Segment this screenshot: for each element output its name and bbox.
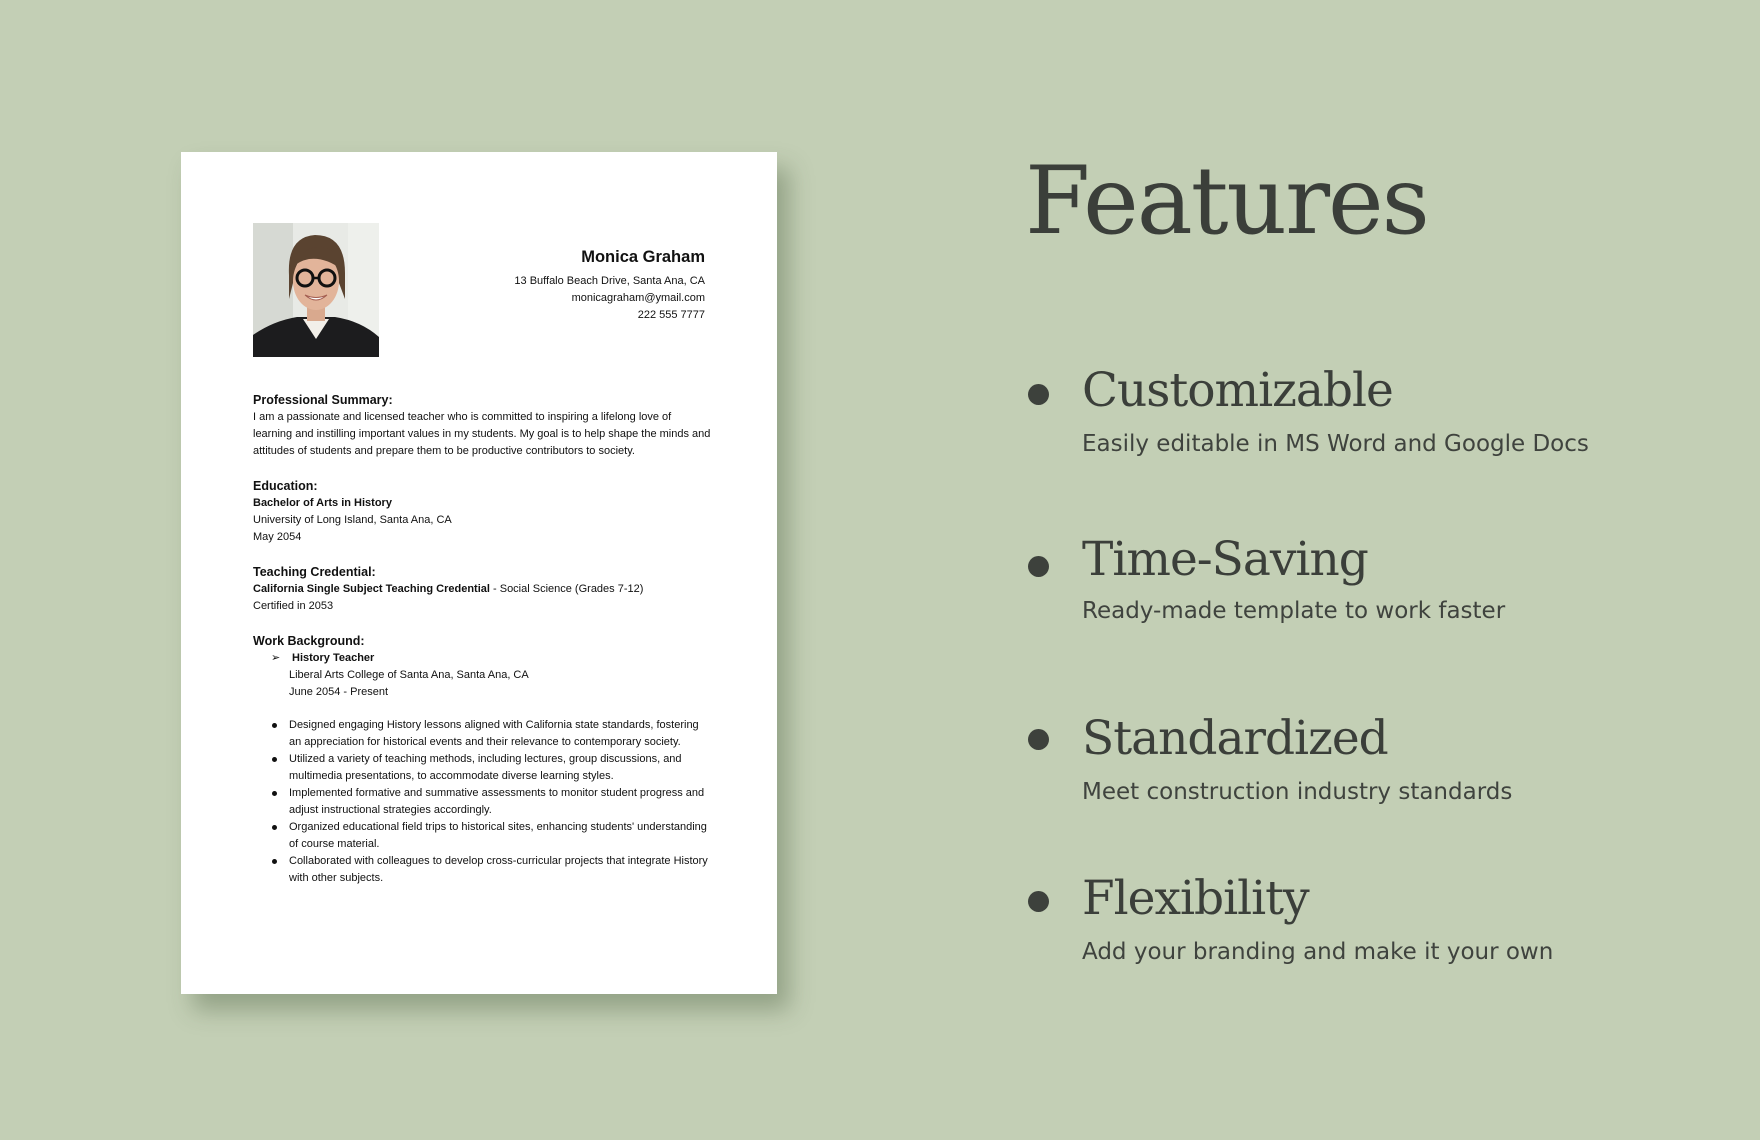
degree: Bachelor of Arts in History: [253, 497, 392, 509]
duties-list: [253, 717, 713, 887]
bullet-icon: [1028, 384, 1049, 405]
credential-line: [253, 581, 713, 598]
bullet-icon: [1028, 556, 1049, 577]
job-title: History Teacher: [292, 652, 375, 664]
employment-dates: June 2054 - Present: [289, 686, 389, 698]
job-title-row: [253, 650, 713, 667]
feature-title: Time-Saving: [1082, 532, 1368, 587]
address: 13 Buffalo Beach Drive, Santa Ana, CA: [514, 275, 705, 287]
feature-title: Standardized: [1082, 711, 1388, 766]
features-title: Features: [1025, 147, 1428, 256]
contact-block: [514, 248, 705, 324]
profile-photo-illustration: [253, 223, 379, 357]
resume-body: [253, 392, 713, 887]
employer: Liberal Arts College of Santa Ana, Santa Ana, CA: [289, 669, 529, 681]
list-item: Collaborated with colleagues to develop cross-curricular projects that integrate History with other subjects.: [289, 853, 713, 887]
resume-page: [181, 152, 777, 994]
graduation-date: May 2054: [253, 531, 302, 543]
arrow-bullet-icon: ➢: [271, 652, 281, 664]
summary-text: I am a passionate and licensed teacher who is committed to inspiring a lifelong love of learning and instilling important values in my students. My goal is to help shape the minds and attitudes of students and prepare them to be productive contributors to society.: [253, 411, 711, 457]
list-item: Implemented formative and summative assessments to monitor student progress and adjust instructional strategies accordingly.: [289, 785, 713, 819]
feature-description: Ready-made template to work faster: [1082, 598, 1506, 624]
list-item: Designed engaging History lessons aligned with California state standards, fostering an appreciation for historical events and their relevance to contemporary society.: [289, 717, 713, 751]
education-heading: Education:: [253, 479, 318, 493]
feature-title: Flexibility: [1082, 871, 1309, 926]
bullet-icon: [1028, 729, 1049, 750]
credential-detail: - Social Science (Grades 7-12): [489, 583, 644, 595]
list-item: Utilized a variety of teaching methods, including lectures, group discussions, and multimedia presentations, to accommodate diverse learning styles.: [289, 751, 713, 785]
work-heading: Work Background:: [253, 634, 365, 648]
school: University of Long Island, Santa Ana, CA: [253, 514, 452, 526]
list-item: Organized educational field trips to historical sites, enhancing students' understanding of course material.: [289, 819, 713, 853]
phone: 222 555 7777: [637, 309, 705, 321]
bullet-icon: [1028, 891, 1049, 912]
feature-description: Add your branding and make it your own: [1082, 939, 1554, 965]
candidate-name: Monica Graham: [581, 248, 705, 266]
email: monicagraham@ymail.com: [571, 292, 705, 304]
feature-description: Easily editable in MS Word and Google Docs: [1082, 431, 1589, 457]
feature-description: Meet construction industry standards: [1082, 779, 1513, 805]
summary-heading: Professional Summary:: [253, 393, 393, 407]
profile-photo: [253, 223, 379, 357]
credential-name: California Single Subject Teaching Credential: [253, 583, 490, 595]
feature-title: Customizable: [1082, 363, 1393, 418]
credential-certified: Certified in 2053: [253, 600, 334, 612]
credential-heading: Teaching Credential:: [253, 565, 376, 579]
